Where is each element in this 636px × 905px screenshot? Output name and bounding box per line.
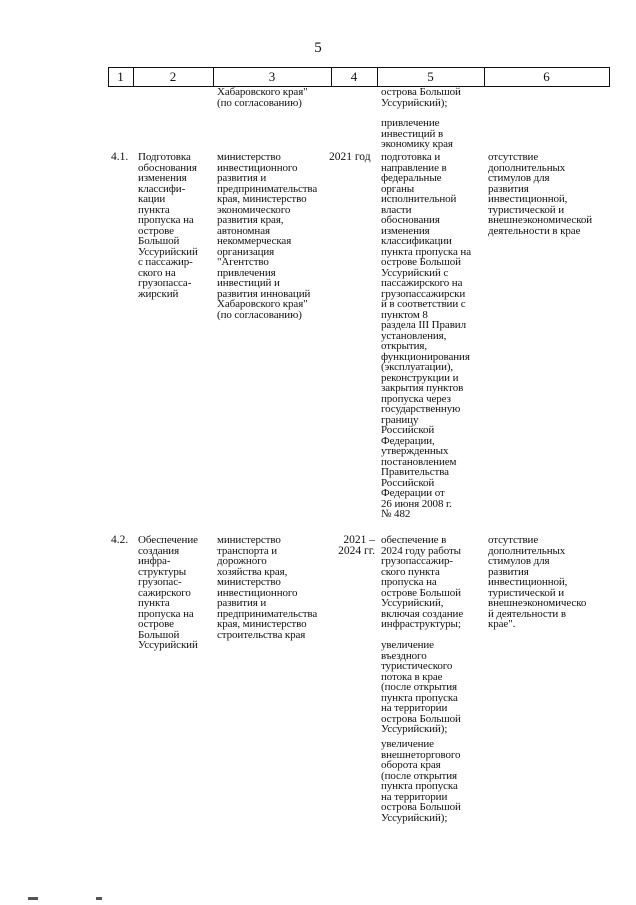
row-4-2-number: 4.2. (111, 534, 129, 546)
row-4-2-result-tourism: увеличение въездного туристического потока в крае (после открытия пункта пропуска на территории острова Большой Уссурийский); (381, 639, 461, 735)
row-4-2-result-crossing: обеспечение в 2024 году работы грузопассажир- ского пункта пропуска на острове Большой Уссурийский, включая создание инфраструктуры; (381, 534, 464, 630)
scan-artifact (96, 897, 102, 900)
row-4-2-term: 2021 – 2024 гг. (338, 534, 375, 557)
row-4-1-executors: министерство инвестиционного развития и предпринимательства края, министерство экономического развития края, автономная некоммерческая организация "Агентство привлечения инвестиций и развития инноваций Хабаровского края" (по согласованию) (217, 151, 318, 321)
header-bottom-border (108, 86, 610, 87)
row-4-2-result-trade: увеличение внешнеторгового оборота края (после открытия пункта пропуска на территории острова Большой Уссурийский); (381, 738, 461, 824)
row-4-1-risk: отсутствие дополнительных стимулов для развития инвестиционной, туристической и внешнеэкономической деятельности в крае (488, 151, 593, 237)
column-header-6: 6 (543, 69, 550, 84)
column-header-1: 1 (117, 69, 124, 84)
row-4-1-number: 4.1. (111, 151, 129, 163)
column-header-3: 3 (268, 69, 276, 84)
column-header-5: 5 (427, 69, 434, 84)
column-header-4: 4 (350, 69, 358, 84)
page-number: 5 (314, 40, 322, 56)
scan-artifact (28, 897, 38, 900)
row-4-1-term: 2021 год (329, 151, 371, 163)
row-4-1-result: подготовка и направление в федеральные органы исполнительной власти обоснования изменения классификации пункта пропуска на острове Большой Уссурийский с пассажирского на грузопассажирски й в соответствии с пунктом 8 раздела III Правил установления, открытия, функционирования (эксплуатации), реконструкции и закрытия пунктов пропуска через государственную границу Российской Федерации, утвержденных постановлением Правительства Российской Федерации от 26 июня 2008 г. № 482 (381, 151, 471, 520)
column-header-2: 2 (169, 69, 177, 84)
column-border (609, 67, 610, 87)
row-4-2-risk: отсутствие дополнительных стимулов для развития инвестиционной, туристической и внешнеэкономическо й деятельности в крае". (488, 534, 587, 630)
continuation-result-investments: привлечение инвестиций в экономику края (381, 117, 453, 150)
row-4-2-measure: Обеспечение создания инфра- структуры грузопас- сажирского пункта пропуска на острове Большой Уссурийский (138, 534, 198, 651)
continuation-executors: Хабаровского края" (по согласованию) (217, 86, 308, 109)
row-4-2-executors: министерство транспорта и дорожного хозяйства края, министерство инвестиционного развития и предпринимательства края, министерство строительства края (217, 534, 318, 641)
continuation-result: острова Большой Уссурийский); (381, 86, 461, 109)
row-4-1-measure: Подготовка обоснования изменения классифи- кации пункта пропуска на острове Большой Уссурийский с пассажир- ского на грузопасса- жирский (138, 151, 198, 300)
